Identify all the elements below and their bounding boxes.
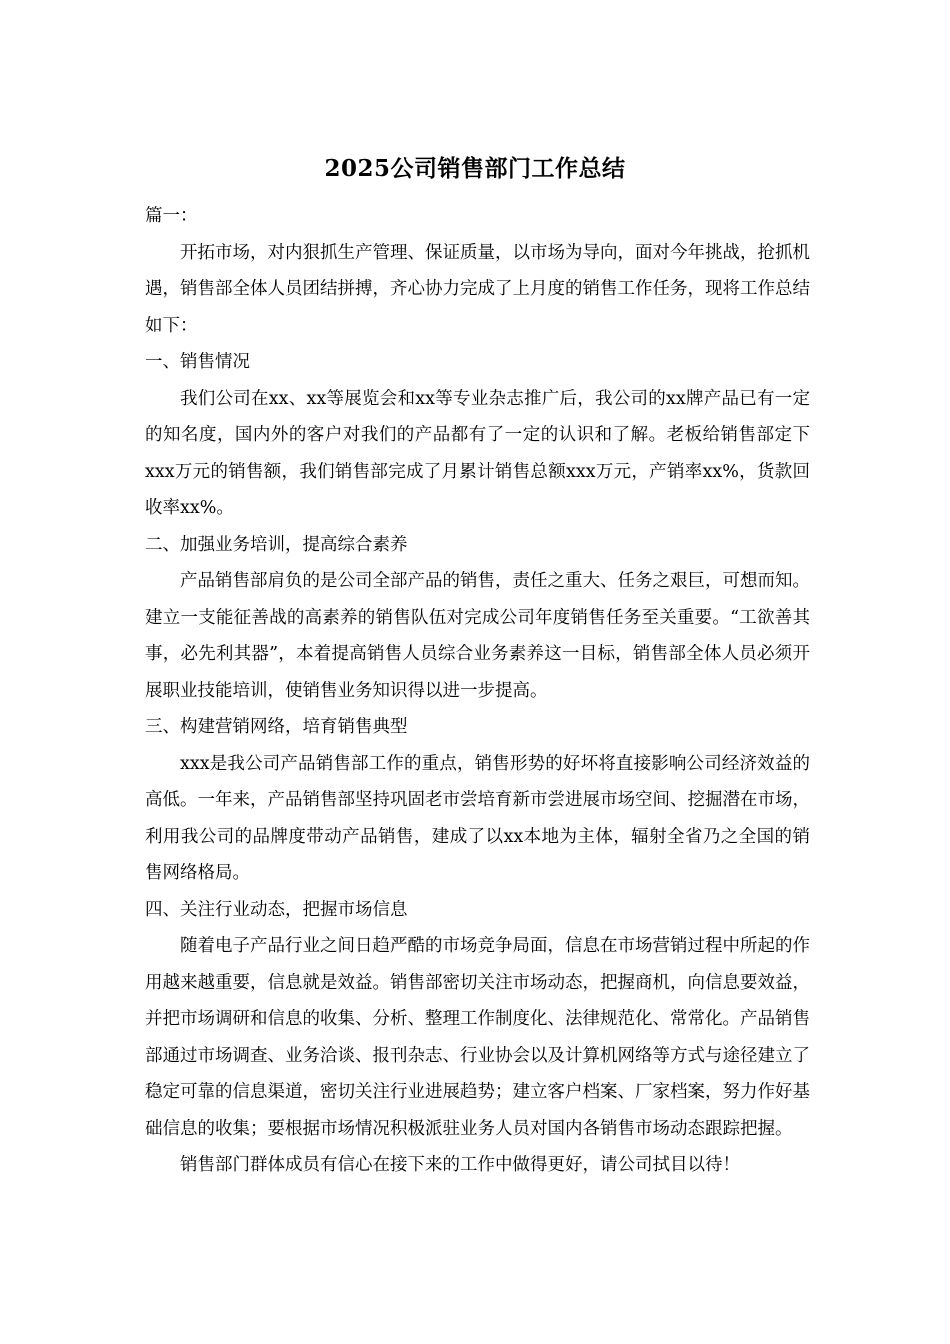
section-4-heading: 四、关注行业动态，把握市场信息 bbox=[145, 899, 408, 920]
section-2-body: 产品销售部肩负的是公司全部产品的销售，责任之重大、任务之艰巨，可想而知。建立一支能征善战的高素养的销售队伍对完成公司年度销售任务至关重要。“工欲善其事，必先利其器”，本着提高销售人员综合业务素养这一目标，销售部全体人员必须开展职业技能培训，使销售业务知识得以进一步提高。 bbox=[145, 571, 810, 701]
section-3-body: xxx是我公司产品销售部工作的重点，销售形势的好坏将直接影响公司经济效益的高低。一年来，产品销售部坚持巩固老市尝培育新市尝进展市场空间、挖掘潜在市场，利用我公司的品牌度带动产品销售，建成了以xx本地为主体，辐射全省乃之全国的销售网络格局。 bbox=[145, 753, 810, 883]
intro-paragraph: 开拓市场，对内狠抓生产管理、保证质量，以市场为导向，面对今年挑战，抢抓机遇，销售部全体人员团结拼搏，齐心协力完成了上月度的销售工作任务，现将工作总结如下： bbox=[145, 242, 810, 336]
section-3-heading: 三、构建营销网络，培育销售典型 bbox=[145, 717, 408, 737]
document-title: 2025公司销售部门工作总结 bbox=[324, 155, 626, 182]
document-body bbox=[145, 198, 810, 1184]
section-4-body: 随着电子产品行业之间日趋严酷的市场竞争局面，信息在市场营销过程中所起的作用越来越重要，信息就是效益。销售部密切关注市场动态，把握商机，向信息要效益，并把市场调研和信息的收集、分析、整理工作制度化、法律规范化、常常化。产品销售部通过市场调查、业务洽谈、报刊杂志、行业协会以及计算机网络等方式与途径建立了稳定可靠的信息渠道，密切关注行业进展趋势；建立客户档案、厂家档案，努力作好基础信息的收集；要根据市场情况积极派驻业务人员对国内各销售市场动态跟踪把握。 bbox=[145, 936, 810, 1139]
section-1-body: 我们公司在xx、xx等展览会和xx等专业杂志推广后，我公司的xx牌产品已有一定的知名度，国内外的客户对我们的产品都有了一定的认识和了解。老板给销售部定下xxx万元的销售额，我们销售部完成了月累计销售总额xxx万元，产销率xx%，货款回收率xx%。 bbox=[145, 388, 810, 518]
closing-paragraph: 销售部门群体成员有信心在接下来的工作中做得更好，请公司拭目以待！ bbox=[180, 1155, 740, 1175]
section-1-heading: 一、销售情况 bbox=[145, 352, 250, 372]
section-2-heading: 二、加强业务培训，提高综合素养 bbox=[145, 534, 408, 555]
part-label: 篇一： bbox=[145, 206, 198, 226]
